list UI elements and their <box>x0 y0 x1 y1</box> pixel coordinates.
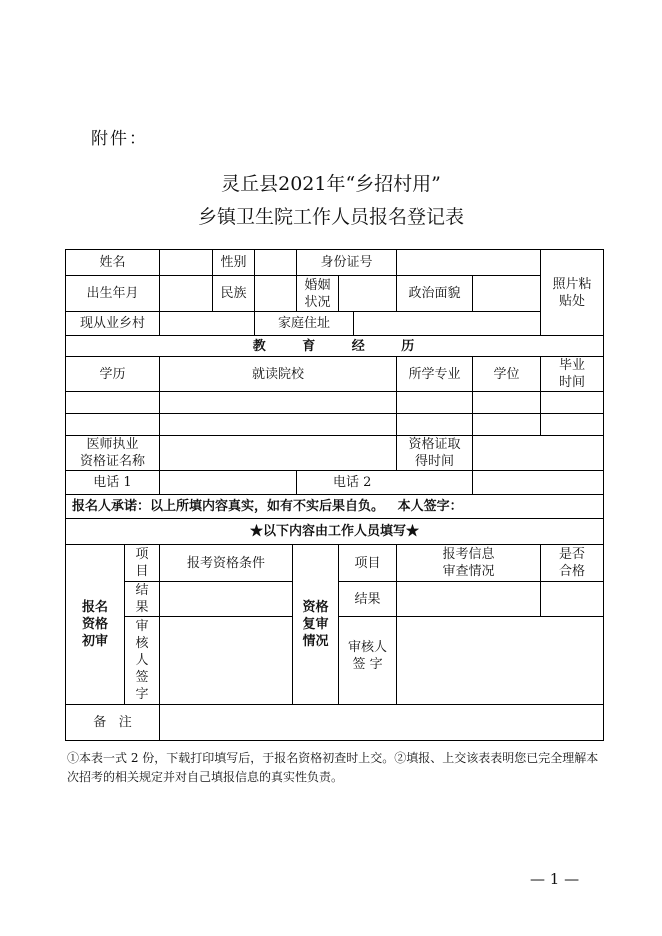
label-phone2: 电话 2 <box>297 471 473 495</box>
field-birth[interactable] <box>160 276 213 312</box>
label-result-vertical: 结 果 <box>125 582 160 617</box>
label-remarks: 备 注 <box>66 705 160 741</box>
label-degree: 学位 <box>473 357 541 392</box>
label-info-review: 报考信息 审查情况 <box>397 545 541 582</box>
field-address[interactable] <box>354 312 541 336</box>
label-item: 项目 <box>339 545 397 582</box>
label-phone1: 电话 1 <box>66 471 160 495</box>
label-qualified: 是否 合格 <box>541 545 604 582</box>
field-gender[interactable] <box>255 250 297 276</box>
pledge-statement: 报名人承诺：以上所填内容真实，如有不实后果自负。 本人签字： <box>66 495 604 519</box>
field-qualified[interactable] <box>541 582 604 617</box>
label-ethnicity: 民族 <box>213 276 255 312</box>
label-reviewer: 审核人 签 字 <box>339 617 397 705</box>
field-initial-reviewer-sign[interactable] <box>160 617 293 705</box>
form-title-line2: 乡镇卫生院工作人员报名登记表 <box>197 206 464 228</box>
label-reviewer-vertical: 审 核 人 签 字 <box>125 617 160 705</box>
label-major: 所学专业 <box>397 357 473 392</box>
field-recheck-reviewer-sign[interactable] <box>397 617 604 705</box>
field-ethnicity[interactable] <box>255 276 297 312</box>
label-marital: 婚姻 状况 <box>297 276 339 312</box>
page-number: — 1 — <box>530 870 580 888</box>
label-conditions: 报考资格条件 <box>160 545 293 582</box>
edu-row2-grad-time[interactable] <box>541 414 604 436</box>
edu-row1-degree-level[interactable] <box>66 392 160 414</box>
field-village[interactable] <box>160 312 255 336</box>
form-title-line1: 灵丘县2021年“乡招村用” <box>221 173 441 195</box>
field-id-number[interactable] <box>397 250 541 276</box>
field-phone2[interactable] <box>473 471 604 495</box>
edu-row1-school[interactable] <box>160 392 397 414</box>
label-name: 姓名 <box>66 250 160 276</box>
field-marital[interactable] <box>339 276 397 312</box>
field-remarks[interactable] <box>160 705 604 741</box>
edu-row1-major[interactable] <box>397 392 473 414</box>
label-birth: 出生年月 <box>66 276 160 312</box>
label-license-name: 医师执业 资格证名称 <box>66 436 160 471</box>
edu-row2-major[interactable] <box>397 414 473 436</box>
label-license-time: 资格证取 得时间 <box>397 436 473 471</box>
edu-row2-degree-level[interactable] <box>66 414 160 436</box>
field-recheck-result[interactable] <box>397 582 541 617</box>
attachment-label: 附件： <box>91 129 148 149</box>
education-header: 教 育 经 历 <box>66 336 604 357</box>
edu-row1-grad-time[interactable] <box>541 392 604 414</box>
photo-area[interactable]: 照片粘 贴处 <box>541 250 604 336</box>
edu-row2-degree[interactable] <box>473 414 541 436</box>
field-political[interactable] <box>473 276 541 312</box>
field-name[interactable] <box>160 250 213 276</box>
registration-form-table <box>65 249 604 741</box>
label-political: 政治面貌 <box>397 276 473 312</box>
edu-row2-school[interactable] <box>160 414 397 436</box>
edu-row1-degree[interactable] <box>473 392 541 414</box>
field-initial-result[interactable] <box>160 582 293 617</box>
field-phone1[interactable] <box>160 471 297 495</box>
label-gender: 性别 <box>213 250 255 276</box>
label-recheck: 资格 复审 情况 <box>293 545 339 705</box>
label-id-number: 身份证号 <box>297 250 397 276</box>
label-address: 家庭住址 <box>255 312 354 336</box>
footnote: ①本表一式 2 份，下载打印填写后，于报名资格初查时上交。②填报、上交该表表明您已完全理解本次招考的相关规定并对自己填报信息的真实性负责。 <box>67 751 599 784</box>
label-grad-time: 毕业 时间 <box>541 357 604 392</box>
field-license-name[interactable] <box>160 436 397 471</box>
label-initial-review: 报名 资格 初审 <box>66 545 125 705</box>
label-school: 就读院校 <box>160 357 397 392</box>
label-item-vertical: 项 目 <box>125 545 160 582</box>
label-village: 现从业乡村 <box>66 312 160 336</box>
label-degree-level: 学历 <box>66 357 160 392</box>
staff-section-header: ★以下内容由工作人员填写★ <box>66 519 604 545</box>
label-result: 结果 <box>339 582 397 617</box>
field-license-time[interactable] <box>473 436 604 471</box>
